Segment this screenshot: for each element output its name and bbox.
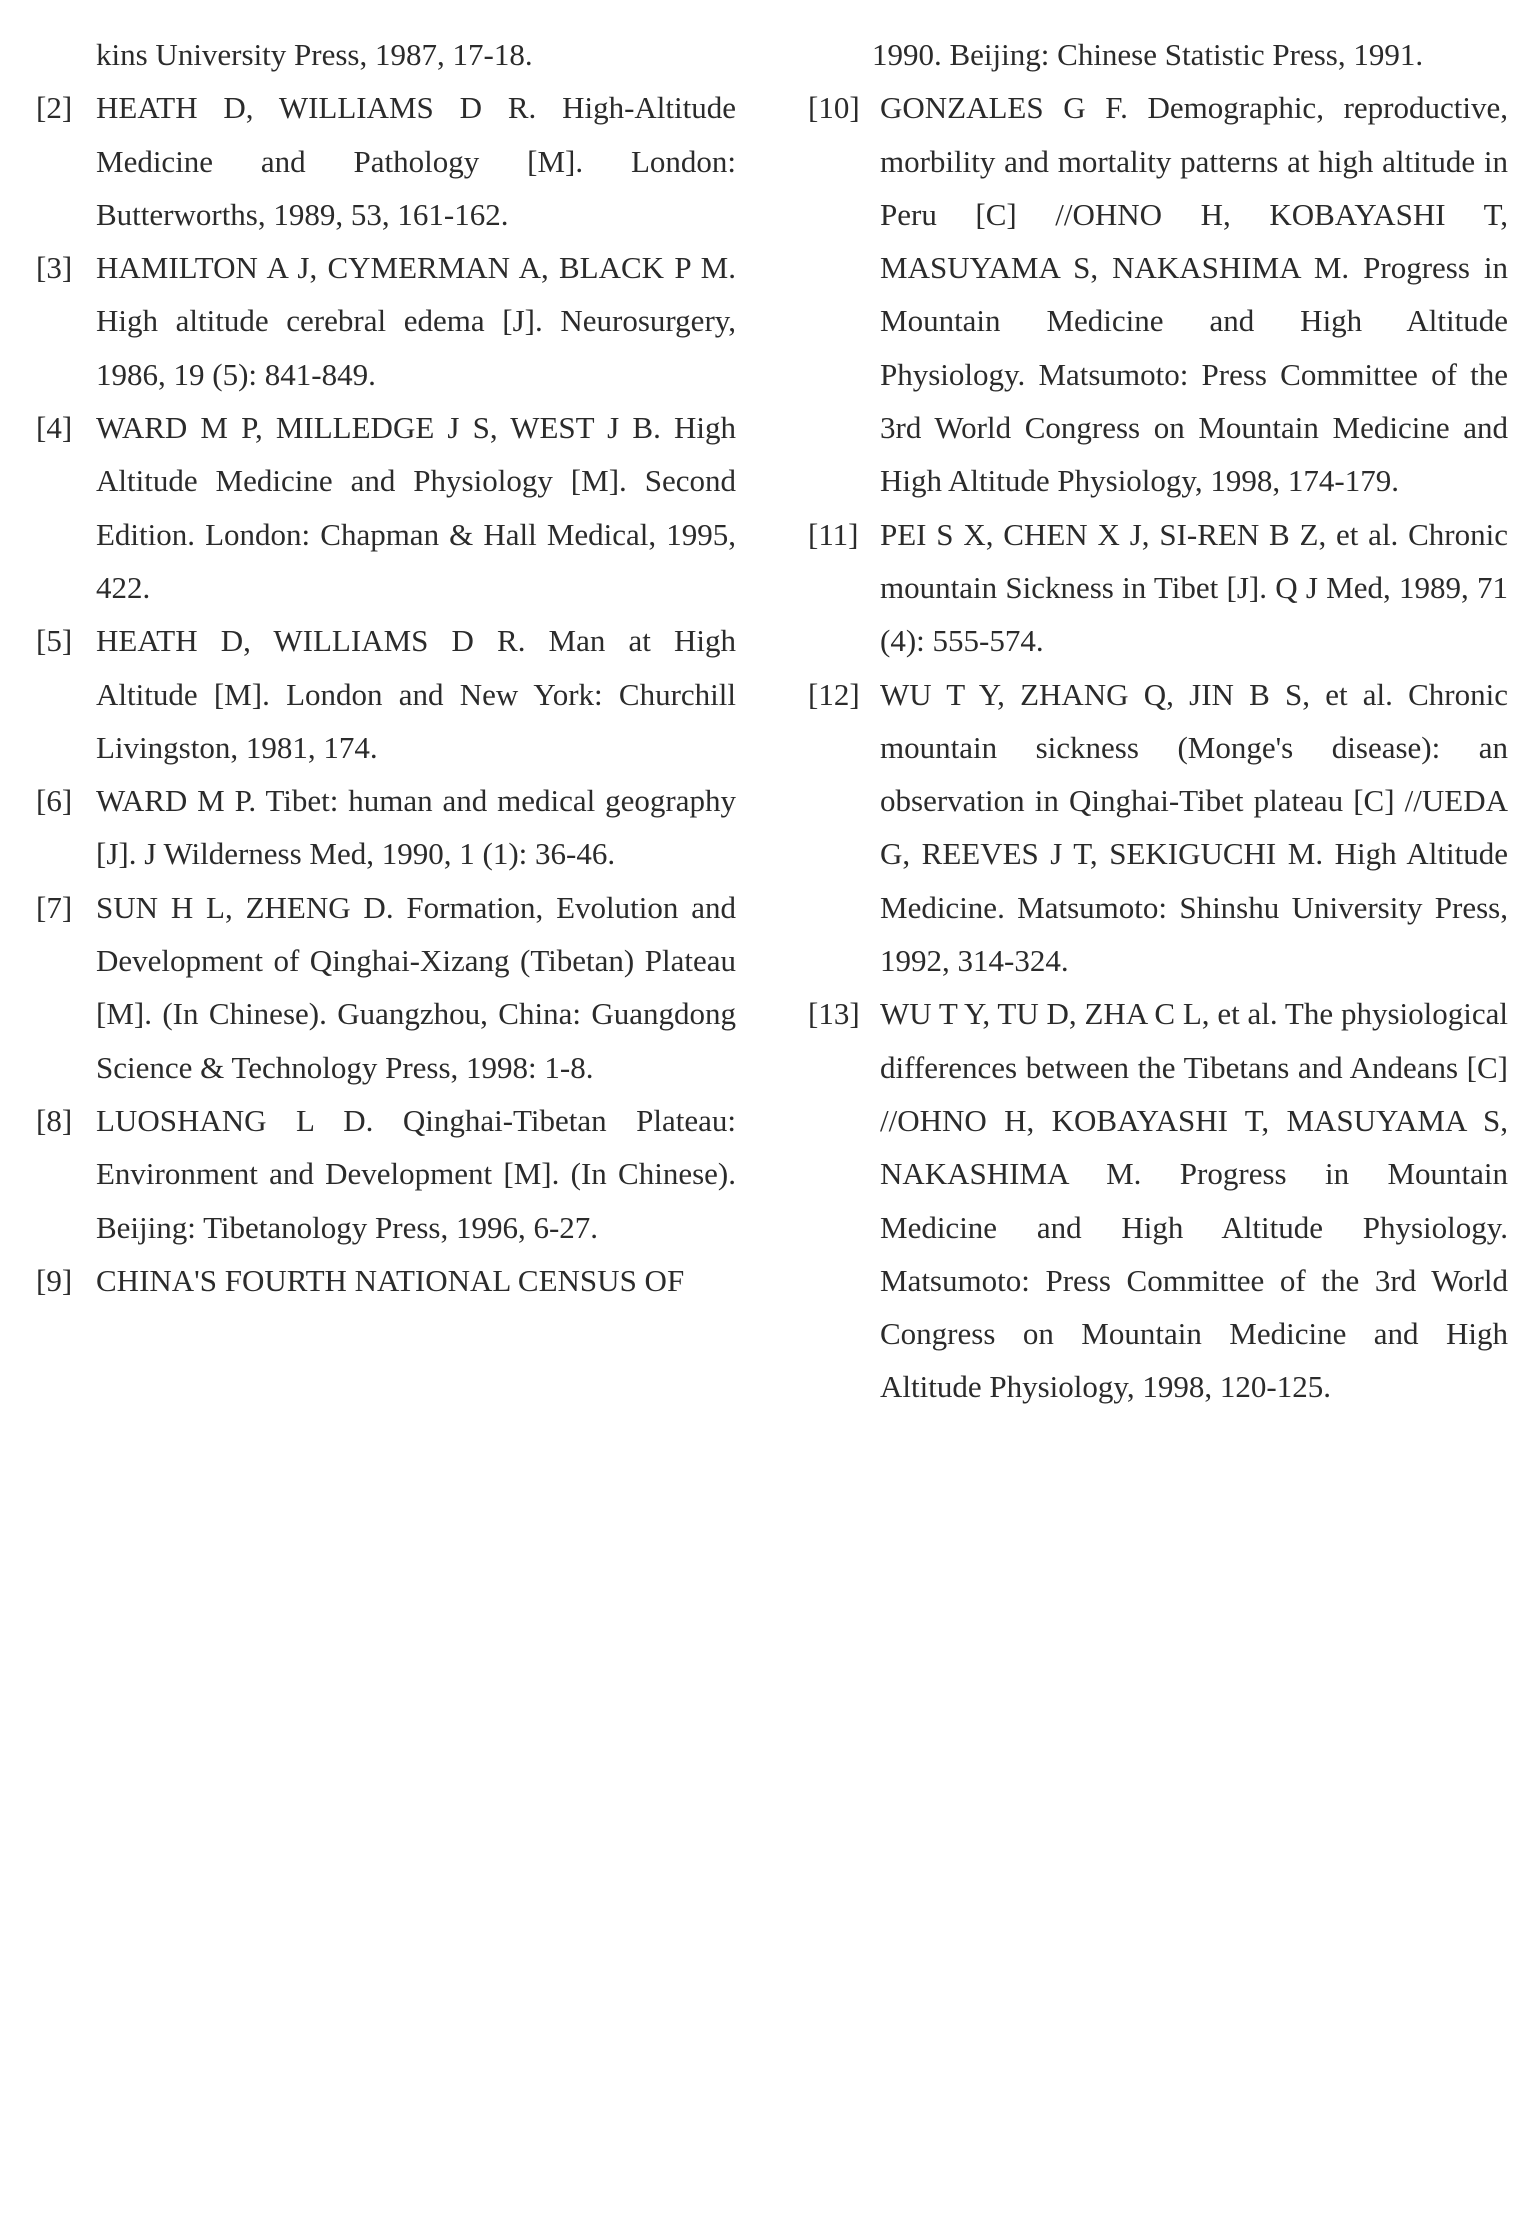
reference-text: SUN H L, ZHENG D. Formation, Evolution and Development of Qinghai-Xizang (Tibetan) Plateau [M]. (In Chinese). Guangzhou, China: Guangdong Science & Technology Press, 1998: 1-8. [96,889,736,1085]
reference-number: [8] [36,1102,73,1138]
reference-text: HAMILTON A J, CYMERMAN A, BLACK P M. High altitude cerebral edema [J]. Neurosurgery, 1986, 19 (5): 841-849. [96,250,736,392]
reference-item-12 [808,668,1508,988]
reference-text: PEI S X, CHEN X J, SI-REN B Z, et al. Chronic mountain Sickness in Tibet [J]. Q J Med, 1989, 71 (4): 555-574. [880,516,1508,659]
reference-item-7 [36,881,736,1094]
reference-text: WARD M P, MILLEDGE J S, WEST J B. High Altitude Medicine and Physiology [M]. Second Edition. London: Chapman & Hall Medical, 1995, 422. [96,410,736,605]
reference-text: GONZALES G F. Demographic, reproductive, morbility and mortality patterns at high altitude in Peru [C] //OHNO H, KOBAYASHI T, MASUYAMA S, NAKASHIMA M. Progress in Mountain Medicine and High Altitude Physiology. Matsumoto: Press Committee of the 3rd World Congress on Mountain Medicine and High Altitude Physiology, 1998, 174-179. [880,90,1508,499]
reference-continuation: kins University Press, 1987, 17-18. [96,37,533,72]
reference-text: CHINA'S FOURTH NATIONAL CENSUS OF [96,1262,685,1298]
reference-continuation: 1990. Beijing: Chinese Statistic Press, 1991. [872,37,1424,72]
reference-number: [6] [36,783,73,819]
reference-number: [7] [36,889,73,925]
reference-number: [10] [808,90,860,126]
reference-item-10 [808,81,1508,507]
reference-item-6 [36,774,736,881]
reference-text: HEATH D, WILLIAMS D R. Man at High Altitude [M]. London and New York: Churchill Livingston, 1981, 174. [96,623,736,765]
reference-item-5 [36,614,736,774]
reference-text: WU T Y, TU D, ZHA C L, et al. The physiological differences between the Tibetans and Andeans [C] //OHNO H, KOBAYASHI T, MASUYAMA S, NAKASHIMA M. Progress in Mountain Medicine and High Altitude Physiology. Matsumoto: Press Committee of the 3rd World Congress on Mountain Medicine and High Altitude Physiology, 1998, 120-125. [880,996,1508,1405]
reference-number: [2] [36,90,73,126]
reference-item-3 [36,241,736,401]
reference-number: [12] [808,676,860,712]
reference-number: [13] [808,996,860,1032]
reference-item-2 [36,81,736,241]
left-column [36,28,736,1307]
reference-text: LUOSHANG L D. Qinghai-Tibetan Plateau: Environment and Development [M]. (In Chinese). Beijing: Tibetanology Press, 1996, 6-27. [96,1102,736,1245]
reference-number: [4] [36,410,73,446]
right-column [808,28,1508,1414]
reference-text: WU T Y, ZHANG Q, JIN B S, et al. Chronic mountain sickness (Monge's disease): an observation in Qinghai-Tibet plateau [C] //UEDA G, REEVES J T, SEKIGUCHI M. High Altitude Medicine. Matsumoto: Shinshu University Press, 1992, 314-324. [880,676,1508,979]
reference-item-8 [36,1094,736,1254]
reference-item-11 [808,508,1508,668]
reference-number: [11] [808,516,859,552]
reference-text: WARD M P. Tibet: human and medical geography [J]. J Wilderness Med, 1990, 1 (1): 36-46. [96,783,736,872]
reference-item-9 [36,1254,736,1307]
reference-number: [3] [36,250,73,286]
reference-number: [5] [36,623,73,659]
reference-item-4 [36,401,736,614]
reference-number: [9] [36,1262,73,1298]
reference-item-13 [808,987,1508,1413]
reference-text: HEATH D, WILLIAMS D R. High-Altitude Medicine and Pathology [M]. London: Butterworths, 1989, 53, 161-162. [96,90,736,232]
